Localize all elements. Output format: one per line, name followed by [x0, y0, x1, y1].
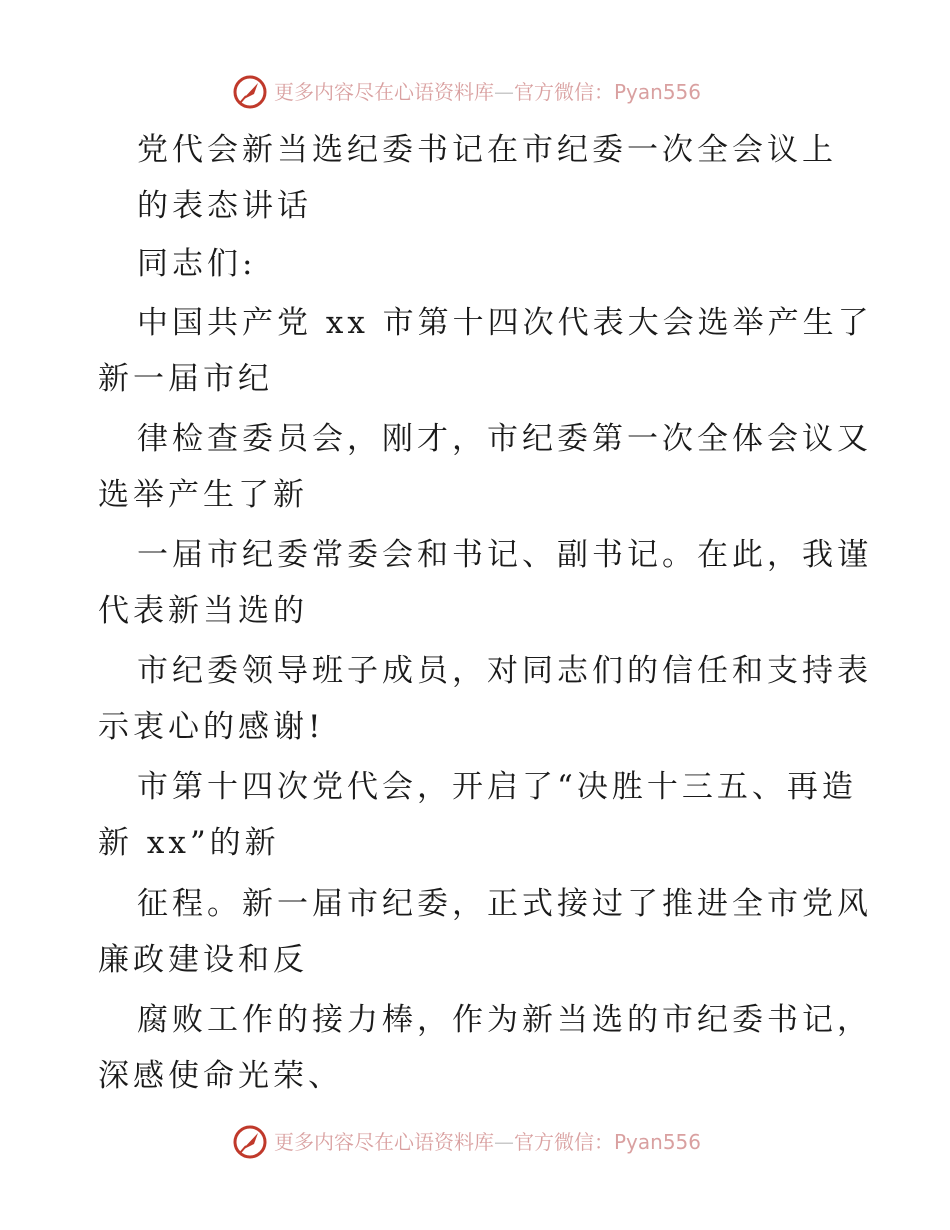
- paragraph-line: 深感使命光荣、: [98, 1058, 343, 1094]
- paragraph-5: [0, 759, 950, 871]
- paragraph-line: 腐败工作的接力棒，作为新当选的市纪委书记，: [137, 1002, 872, 1038]
- banner-text: [274, 1128, 701, 1156]
- banner-brand: 更多内容尽在心语资料库: [274, 1130, 494, 1154]
- greeting-text: 同志们:: [137, 246, 257, 282]
- footer-banner: [0, 1122, 950, 1162]
- banner-separator: —: [494, 1130, 514, 1154]
- title-line-1: 党代会新当选纪委书记在市纪委一次全会议上: [137, 132, 837, 168]
- paragraph-line: 市第十四次党代会，开启了“决胜十三五、再造: [137, 769, 857, 805]
- paragraph-line: 一届市纪委常委会和书记、副书记。在此，我谨: [137, 537, 872, 573]
- paragraph-line: 律检查委员会，刚才，市纪委第一次全体会议又: [137, 421, 872, 457]
- greeting: [0, 236, 950, 292]
- paragraph-line: 选举产生了新: [98, 477, 308, 513]
- title-line-2: 的表态讲话: [137, 188, 312, 224]
- paragraph-line: 市纪委领导班子成员，对同志们的信任和支持表: [137, 653, 872, 689]
- banner-brand: 更多内容尽在心语资料库: [274, 80, 494, 104]
- banner-separator: —: [494, 80, 514, 104]
- paragraph-3: [0, 527, 950, 639]
- quill-logo-icon: [232, 1124, 268, 1160]
- paragraph-line: 新一届市纪: [98, 361, 273, 397]
- paragraph-line: 代表新当选的: [98, 593, 308, 629]
- paragraph-line: 征程。新一届市纪委，正式接过了推进全市党风: [137, 886, 872, 922]
- paragraph-2: [0, 411, 950, 523]
- paragraph-4: [0, 643, 950, 755]
- banner-wechat: 官方微信：Pyan556: [514, 1130, 702, 1154]
- paragraph-line: 中国共产党 xx 市第十四次代表大会选举产生了: [137, 305, 873, 341]
- paragraph-1: [0, 295, 950, 407]
- document-title: [0, 122, 950, 234]
- banner-text: [274, 78, 701, 106]
- paragraph-line: 廉政建设和反: [98, 942, 308, 978]
- quill-logo-icon: [232, 74, 268, 110]
- header-banner: [0, 72, 950, 112]
- banner-wechat: 官方微信：Pyan556: [514, 80, 702, 104]
- paragraph-line: 示衷心的感谢!: [98, 709, 325, 745]
- paragraph-line: 新 xx”的新: [98, 825, 280, 861]
- paragraph-7: [0, 992, 950, 1104]
- paragraph-6: [0, 876, 950, 988]
